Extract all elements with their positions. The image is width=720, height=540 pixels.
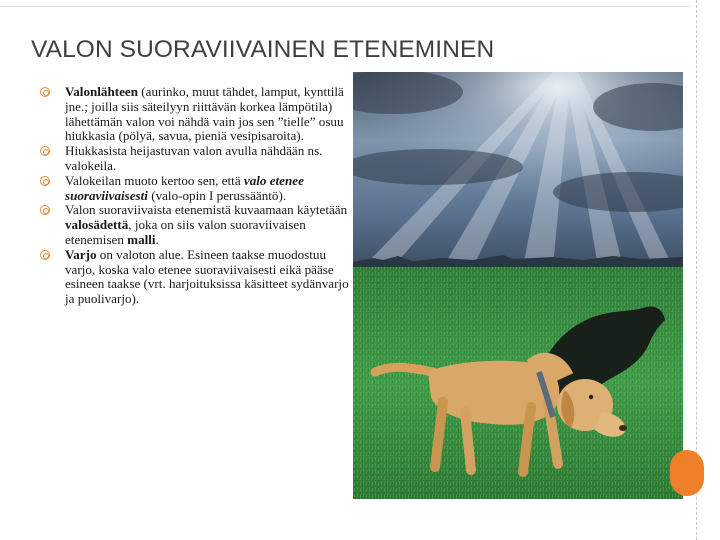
bullet-text-run: Hiukkasista heijastuvan valon avulla nähdään ns. valokeila. — [65, 143, 323, 173]
bullet-marker-icon — [40, 205, 50, 215]
bullet-text-run: Varjo — [65, 246, 97, 262]
bullet-list — [40, 85, 352, 307]
bullet-marker-icon — [40, 87, 50, 97]
sky-and-dog-photo — [353, 72, 683, 499]
orange-corner-tab — [670, 450, 704, 496]
bullet-text-run: (valo-opin I perussääntö). — [147, 187, 287, 203]
bullet-text-run: (aurinko, muut tähdet, lamput, kynttilä jne.; joilla siis säteilyyn riittävän korkea lämpötila) lähettämän valon voi nähdä vain jos sen ”tielle” osuu hiukkasia (pölyä, savua, pieniä vesipisaroita). — [65, 84, 344, 144]
bullet-item — [40, 85, 352, 144]
bullet-text-run: Valonlähteen — [65, 84, 138, 99]
bullet-text-run: valo etenee suoraviivaisesti — [65, 172, 304, 203]
bullet-item — [40, 203, 352, 247]
bullet-item — [40, 248, 352, 307]
bullet-text-run: , joka on siis valon suoraviivaisen etenemisen — [65, 217, 306, 247]
frame-top-line — [0, 6, 690, 7]
bullet-text-run: . — [155, 231, 159, 247]
bullet-text-run: on valoton alue. Esineen taakse muodostuu varjo, koska valo etenee suoraviivaisesti eikä pääse esineen taakse (vrt. harjoituksissa käsitteet sydänvarjo ja puolivarjo). — [65, 246, 349, 307]
bullet-marker-icon — [40, 146, 50, 156]
bullet-text-run: malli — [127, 231, 156, 247]
bullet-text-run: Valokeilan muoto kertoo sen, että — [65, 172, 244, 188]
bullet-text-run: Valon suoraviivaista etenemistä kuvaamaan käytetään — [65, 202, 348, 218]
bullet-text-run: valosädettä — [65, 217, 129, 233]
photo-illustration — [353, 72, 683, 499]
bullet-item — [40, 144, 352, 174]
slide-title: VALON SUORAVIIVAINEN ETENEMINEN — [31, 36, 495, 63]
bullet-marker-icon — [40, 176, 50, 186]
bullet-item — [40, 174, 352, 204]
bullet-marker-icon — [40, 250, 50, 260]
